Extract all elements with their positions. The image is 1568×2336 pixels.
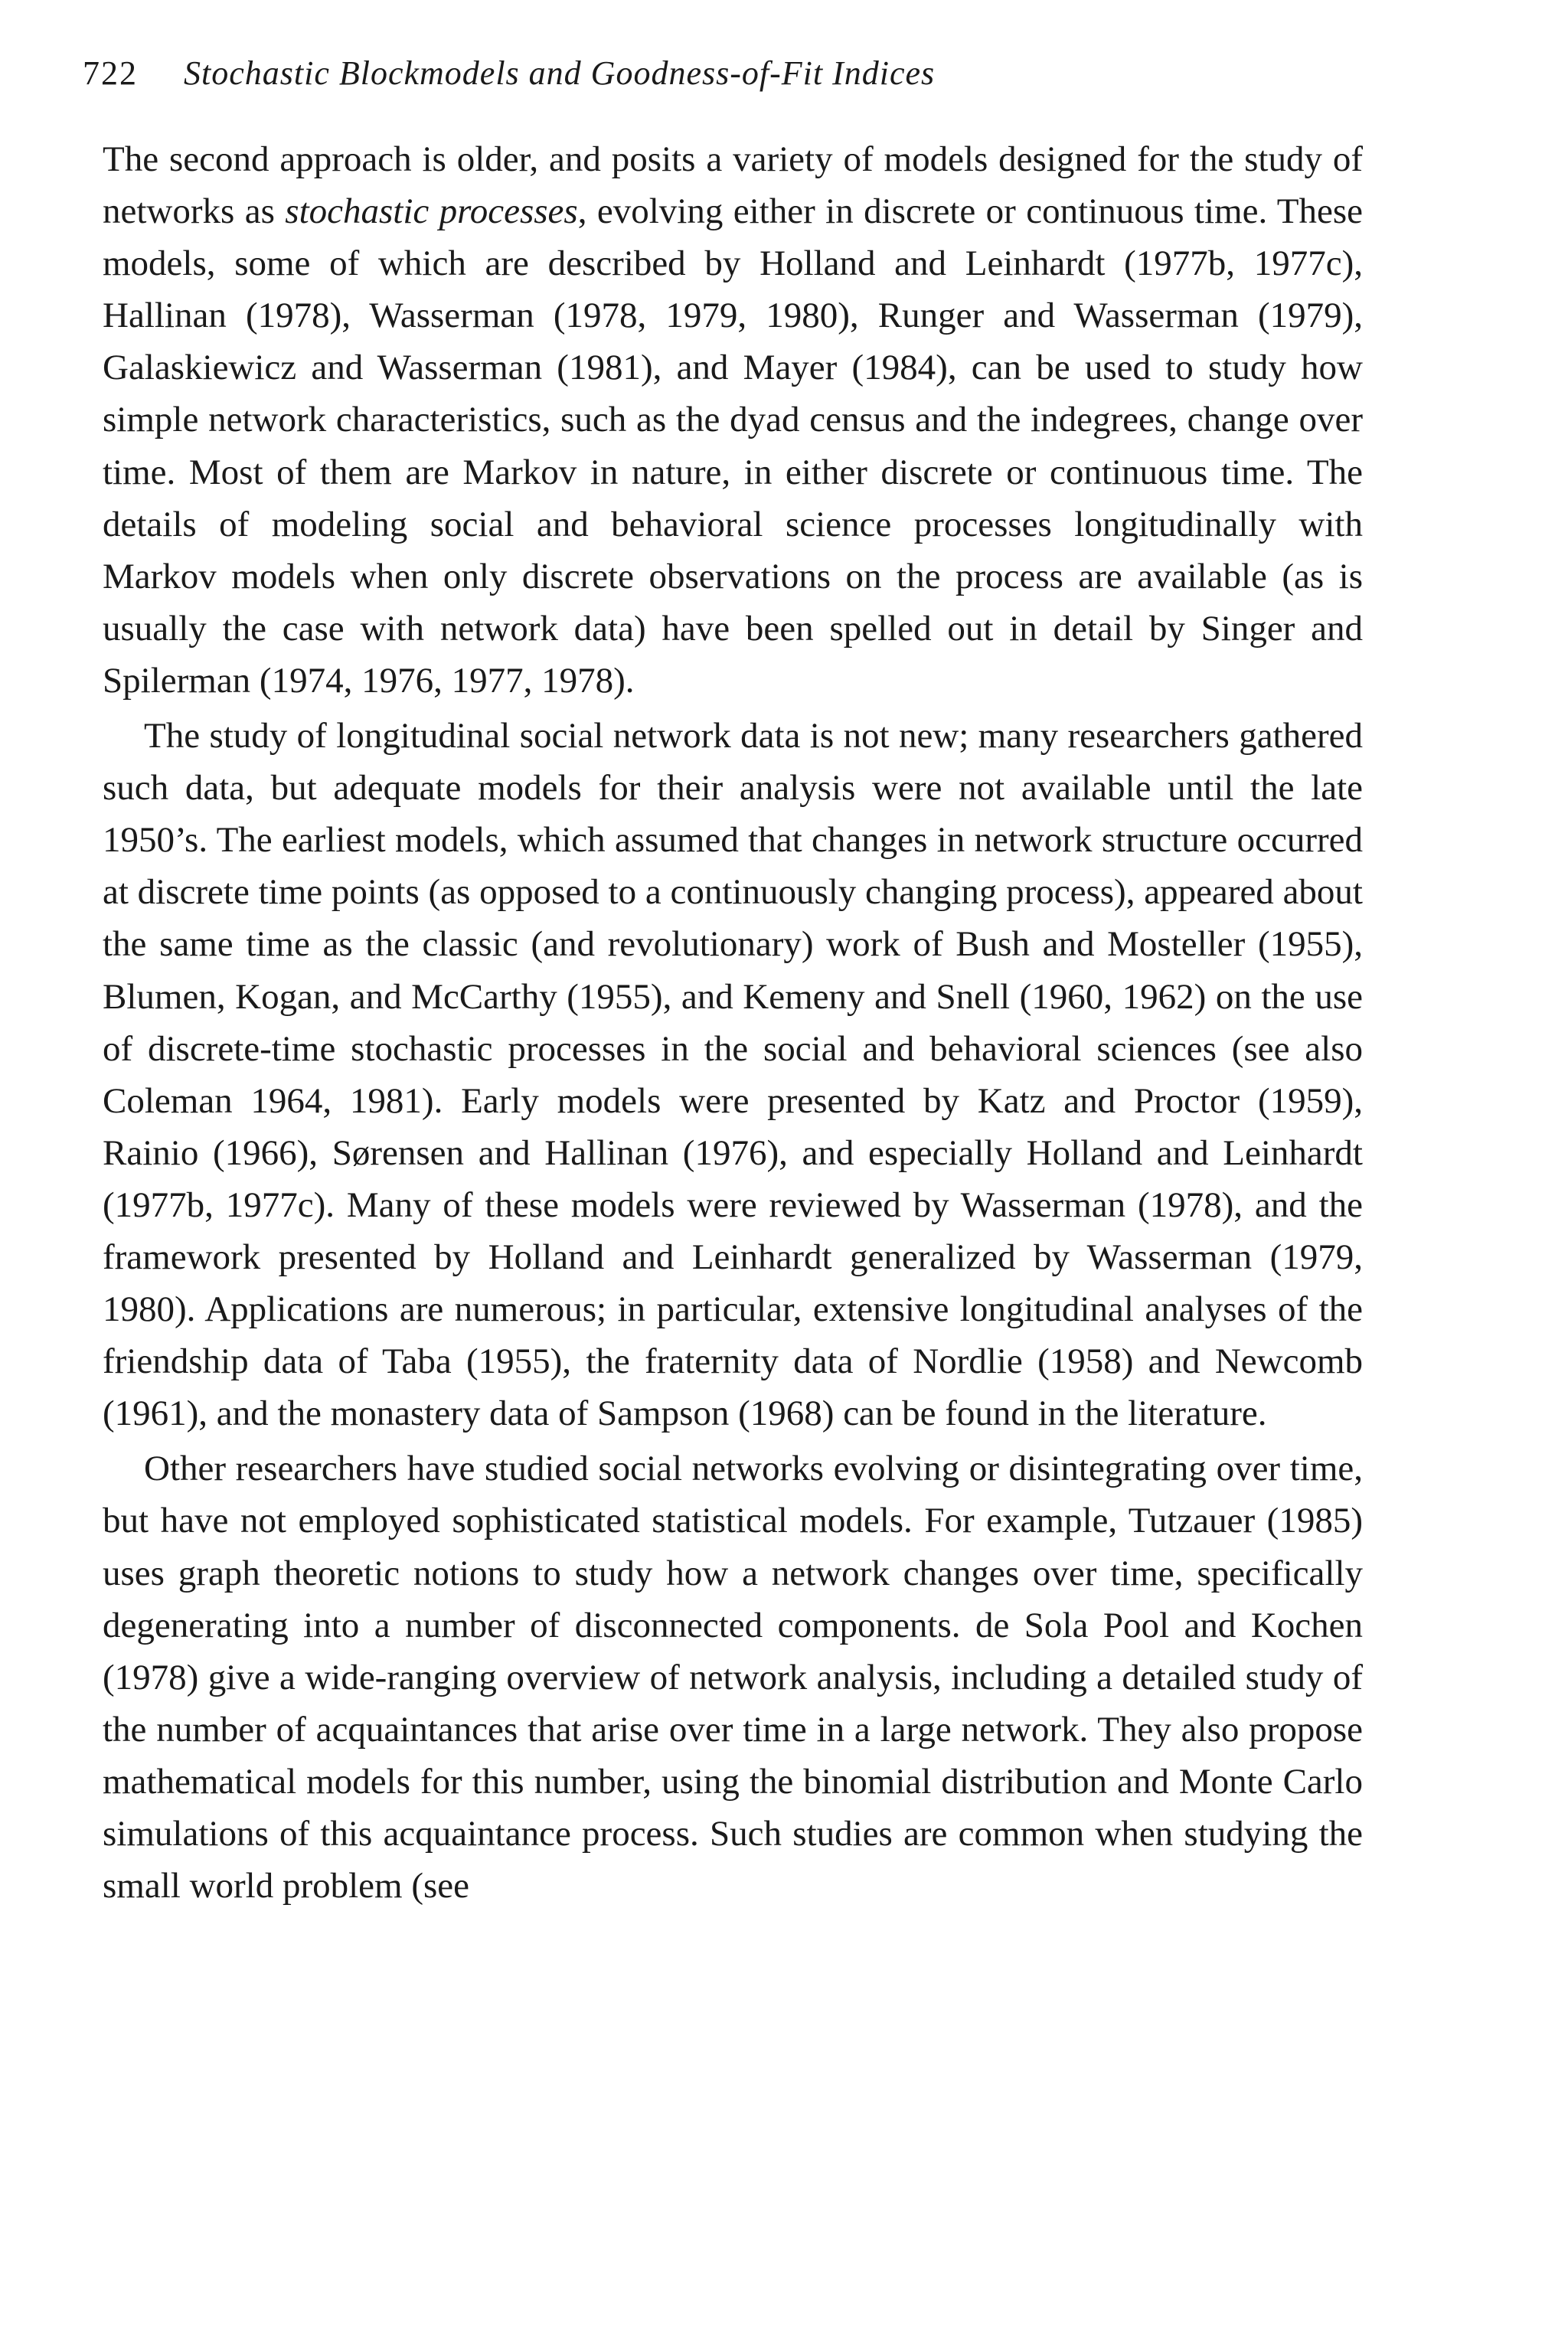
paragraph-1	[103, 133, 1363, 707]
running-head	[83, 52, 1400, 95]
running-head-title: Stochastic Blockmodels and Goodness-of-Fit Indices	[184, 54, 936, 92]
paragraph-1-text-end: , evolving either in discrete or continuous time. These models, some of which are described by Holland and Leinhardt (1977b, 1977c), Hallinan (1978), Wasserman (1978, 1979, 1980), Runger and Wasserman (1979), Galaskiewicz and Wasserman (1981), and Mayer (1984), can be used to study how simple network characteristics, such as the dyad census and the indegrees, change over time. Most of them are Markov in nature, in either discrete or continuous time. The details of modeling social and behavioral science processes longitudinally with Markov models when only discrete observations on the process are available (as is usually the case with network data) have been spelled out in detail by Singer and Spilerman (1974, 1976, 1977, 1978).	[103, 191, 1363, 701]
paragraph-1-text-start: The second approach is older, and posits a variety of models designed for the study of networks as	[103, 139, 1363, 232]
page-number: 722	[83, 54, 138, 92]
paragraph-2: The study of longitudinal social network data is not new; many researchers gathered such data, but adequate models for their analysis were not available until the late 1950’s. The earliest models, which assumed that changes in network structure occurred at discrete time points (as opposed to a continuously changing process), appeared about the same time as the classic (and revolutionary) work of Bush and Mosteller (1955), Blumen, Kogan, and McCarthy (1955), and Kemeny and Snell (1960, 1962) on the use of discrete-time stochastic processes in the social and behavioral sciences (see also Coleman 1964, 1981). Early models were presented by Katz and Proctor (1959), Rainio (1966), Sørensen and Hallinan (1976), and especially Holland and Leinhardt (1977b, 1977c). Many of these models were reviewed by Wasserman (1978), and the framework presented by Holland and Leinhardt generalized by Wasserman (1979, 1980). Applications are numerous; in particular, extensive longitudinal analyses of the friendship data of Taba (1955), the fraternity data of Nordlie (1958) and Newcomb (1961), and the monastery data of Sampson (1968) can be found in the literature.	[103, 716, 1363, 1434]
body-text	[103, 133, 1363, 1912]
paragraph-1-emphasis: stochastic processes	[285, 191, 578, 232]
paragraph-3: Other researchers have studied social networks evolving or disintegrating over time, but have not employed sophisticated statistical models. For example, Tutzauer (1985) uses graph theoretic notions to study how a network changes over time, specifically degenerating into a number of disconnected components. de Sola Pool and Kochen (1978) give a wide-ranging overview of network analysis, including a detailed study of the number of acquaintances that arise over time in a large network. They also propose mathematical models for this number, using the binomial distribution and Monte Carlo simulations of this acquaintance process. Such studies are common when studying the small world problem (see	[103, 1449, 1363, 1906]
